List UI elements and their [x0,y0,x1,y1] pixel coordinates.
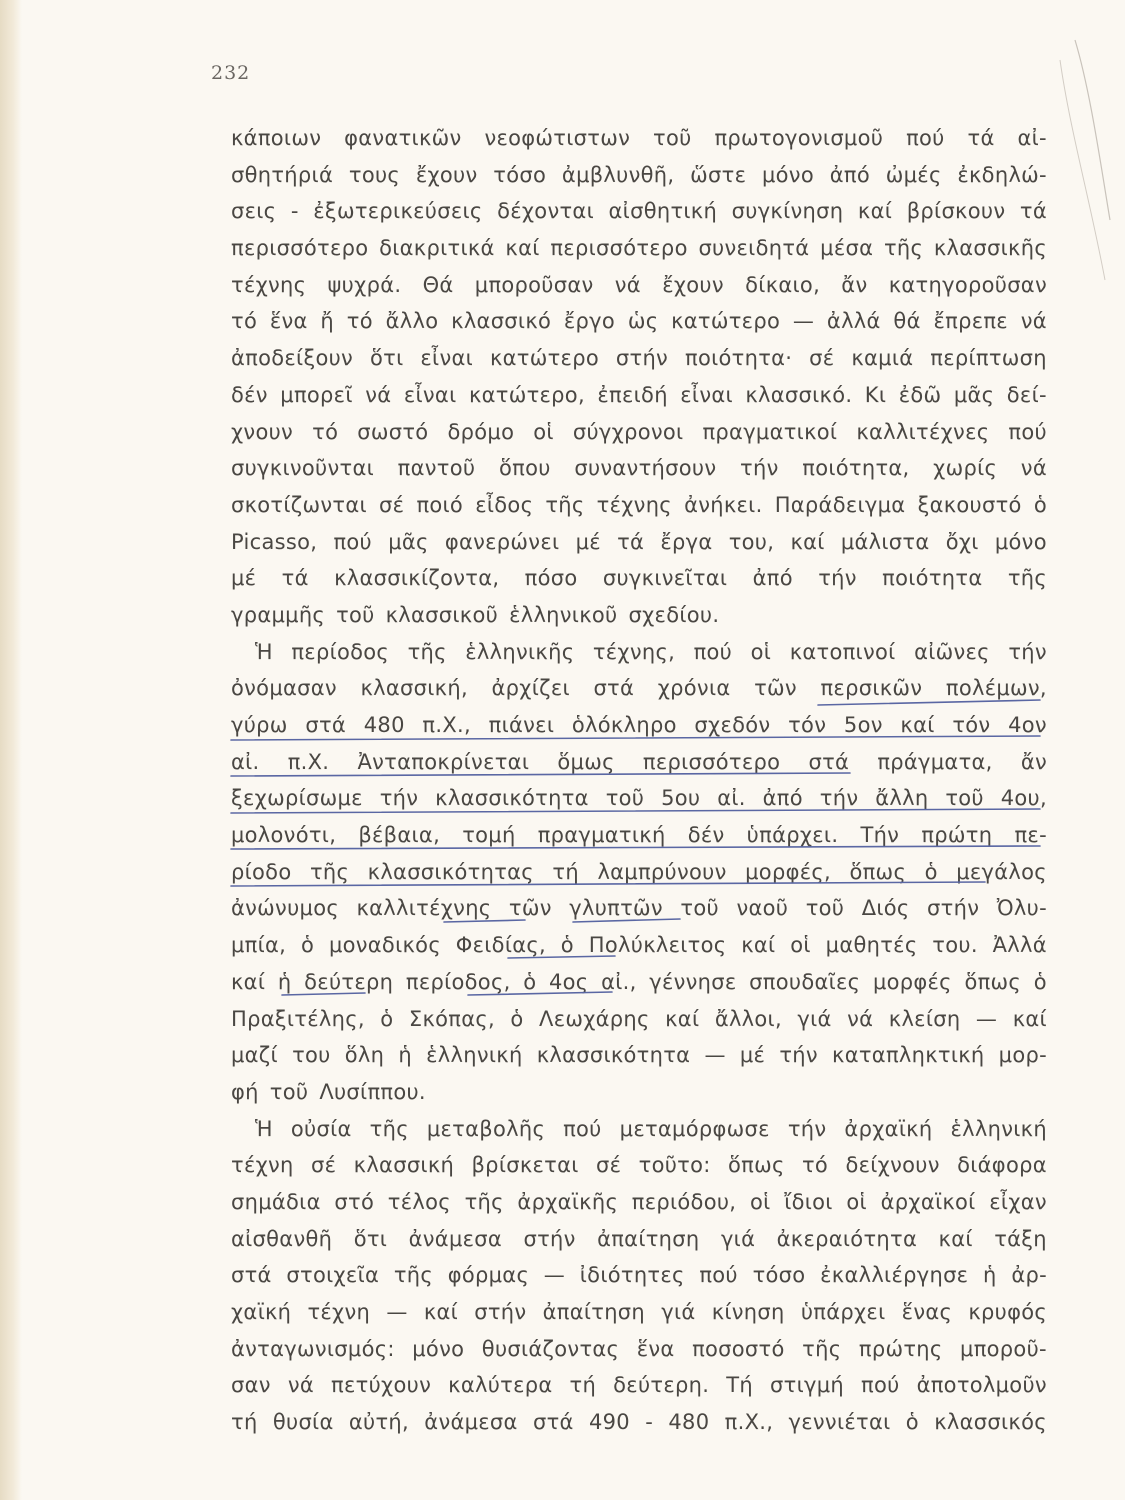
text-line: ἀνταγωνισμός: μόνο θυσιάζοντας ἕνα ποσοστό τῆς πρώτης μποροῦ- [231,1336,1047,1361]
text-line: χνουν τό σωστό δρόμο οἱ σύγχρονοι πραγματικοί καλλιτέχνες πού [231,419,1047,444]
text-line: Picasso, πού μᾶς φανερώνει μέ τά ἔργα του, καί μάλιστα ὄχι μόνο [231,529,1047,554]
text-line: γραμμῆς τοῦ κλασσικοῦ ἑλληνικοῦ σχεδίου. [231,602,720,627]
text-line: τέχνης ψυχρά. Θά μποροῦσαν νά ἔχουν δίκαιο, ἄν κατηγοροῦσαν [231,272,1047,297]
text-line: ἀποδείξουν ὅτι εἶναι κατώτερο στήν ποιότητα· σέ καμιά περίπτωση [231,346,1047,371]
text-line: περισσότερο διακριτικά καί περισσότερο συνειδητά μέσα τῆς κλασσικῆς [231,236,1047,261]
body-text [231,120,1047,1441]
text-line: τή θυσία αὐτή, ἀνάμεσα στά 490 - 480 π.Χ., γεννιέται ὁ κλασσικός [231,1410,1047,1435]
page-binding-edge [0,0,22,1500]
text-line: σθητήριά τους ἔχουν τόσο ἀμβλυνθῆ, ὥστε μόνο ἀπό ὠμές ἐκδηλώ- [231,162,1047,187]
text-line: κάποιων φανατικῶν νεοφώτιστων τοῦ πρωτογονισμοῦ πού τά αἰ- [231,126,1047,150]
text-line: τό ἕνα ἤ τό ἄλλο κλασσικό ἔργο ὡς κατώτερο — ἀλλά θά ἔπρεπε νά [231,309,1047,334]
text-line: γύρω στά 480 π.Χ., πιάνει ὁλόκληρο σχεδόν τόν 5ον καί τόν 4ον [231,713,1047,737]
text-line: μολονότι, βέβαια, τομή πραγματική δέν ὑπάρχει. Τήν πρώτη πε- [231,823,1047,848]
text-line: ἀνώνυμος καλλιτέχνης τῶν γλυπτῶν τοῦ ναοῦ τοῦ Διός στήν Ὀλυ- [231,896,1047,921]
text-line: αἰ. π.Χ. Ἀνταποκρίνεται ὅμως περισσότερο στά πράγματα, ἄν [231,749,1047,774]
text-line: χαϊκή τέχνη — καί στήν ἀπαίτηση γιά κίνηση ὑπάρχει ἕνας κρυφός [231,1300,1047,1324]
text-line: φή τοῦ Λυσίππου. [231,1079,426,1104]
page-number: 232 [211,62,251,84]
text-line: τέχνη σέ κλασσική βρίσκεται σέ τοῦτο: ὅπως τό δείχνουν διάφορα [231,1153,1047,1178]
text-line: Πραξιτέλης, ὁ Σκόπας, ὁ Λεωχάρης καί ἄλλοι, γιά νά κλείση — καί [231,1006,1047,1031]
text-line: ξεχωρίσωμε τήν κλασσικότητα τοῦ 5ου αἰ. ἀπό τήν ἄλλη τοῦ 4ου, [231,786,1047,811]
text-line: μαζί του ὅλη ἡ ἑλληνική κλασσικότητα — μέ τήν καταπληκτική μορ- [231,1043,1047,1068]
text-line: ρίοδο τῆς κλασσικότητας τή λαμπρύνουν μορφές, ὅπως ὁ μεγάλος [231,859,1047,884]
text-line: σκοτίζωνται σέ ποιό εἶδος τῆς τέχνης ἀνήκει. Παράδειγμα ξακουστό ὁ [231,492,1047,517]
text-line: σημάδια στό τέλος τῆς ἀρχαϊκῆς περιόδου, οἱ ἴδιοι οἱ ἀρχαϊκοί εἶχαν [231,1189,1047,1214]
text-line: καί ἡ δεύτερη περίοδος, ὁ 4ος αἰ., γέννησε σπουδαῖες μορφές ὅπως ὁ [231,969,1047,994]
text-line: σεις - ἐξωτερικεύσεις δέχονται αἰσθητική συγκίνηση καί βρίσκουν τά [231,199,1047,224]
text-line: ὀνόμασαν κλασσική, ἀρχίζει στά χρόνια τῶν περσικῶν πολέμων, [231,676,1047,701]
text-line: δέν μπορεῖ νά εἶναι κατώτερο, ἐπειδή εἶναι κλασσικό. Κι ἐδῶ μᾶς δεί- [231,382,1047,407]
text-line: στά στοιχεῖα τῆς φόρμας — ἰδιότητες πού τόσο ἐκαλλιέργησε ἡ ἀρ- [231,1263,1047,1288]
text-line: αἰσθανθῆ ὅτι ἀνάμεσα στήν ἀπαίτηση γιά ἀκεραιότητα καί τάξη [231,1226,1047,1251]
text-line: μέ τά κλασσικίζοντα, πόσο συγκινεῖται ἀπό τήν ποιότητα τῆς [231,566,1047,591]
text-line: σαν νά πετύχουν καλύτερα τή δεύτερη. Τή στιγμή πού ἀποτολμοῦν [231,1373,1047,1398]
text-line: μπία, ὁ μοναδικός Φειδίας, ὁ Πολύκλειτος καί οἱ μαθητές του. Ἀλλά [231,933,1047,958]
text-line: Ἡ περίοδος τῆς ἑλληνικῆς τέχνης, πού οἱ κατοπινοί αἰῶνες τήν [255,639,1047,664]
text-line: συγκινοῦνται παντοῦ ὅπου συναντήσουν τήν ποιότητα, χωρίς νά [231,456,1047,481]
text-line: Ἡ οὐσία τῆς μεταβολῆς πού μεταμόρφωσε τήν ἀρχαϊκή ἑλληνική [255,1116,1047,1141]
